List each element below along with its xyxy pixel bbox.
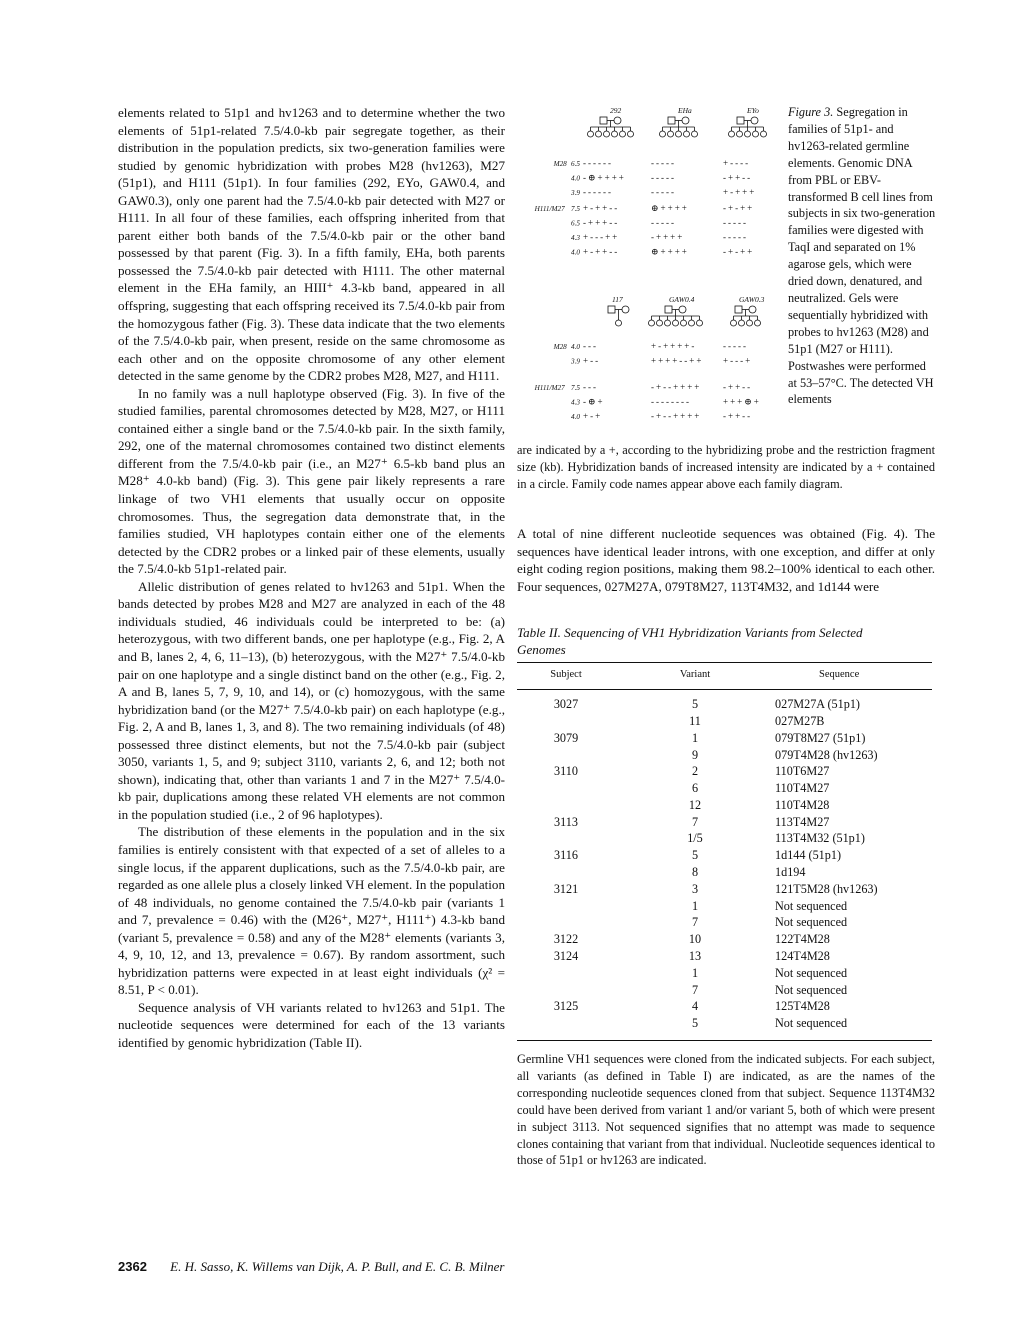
table-cell-subject: 3113 bbox=[554, 814, 578, 829]
band-pattern: +-- bbox=[583, 355, 601, 366]
band-pattern: -+--++++ bbox=[651, 411, 702, 421]
table-row bbox=[517, 763, 932, 780]
family-code-top: EYo bbox=[747, 106, 759, 115]
band-pattern: +---++ bbox=[583, 232, 620, 242]
table-cell-subject bbox=[517, 914, 615, 931]
pedigree-child bbox=[620, 131, 626, 137]
table-row bbox=[517, 847, 932, 864]
table-cell-sequence: 122T4M28 bbox=[775, 932, 830, 947]
fragment-size: 4.0 bbox=[571, 343, 580, 351]
figure-caption-text: Segregation in families of 51p1- and hv1263-related germline elements. Genomic DNA from PBL or EBV-transformed B cell lines from subjects in six two-generation families were digested with TaqI and separated on 1% agarose gels, which were dried down, denatured, and neutralized. Gels were sequentially hybridized with probes to hv1263 (M28) and 51p1 (M27 or H111). Postwashes were performed at 53–57°C. The detected VH elements bbox=[788, 105, 936, 407]
table-cell-sequence: Not sequenced bbox=[775, 1016, 848, 1031]
table-cell-sequence: 125T4M28 bbox=[775, 999, 830, 1014]
band-pattern: -------- bbox=[651, 396, 691, 407]
family-code-top: 292 bbox=[610, 106, 622, 115]
right-column bbox=[517, 104, 935, 1169]
table-cell-variant: 1/5 bbox=[687, 831, 703, 846]
band-pattern: -++-- bbox=[723, 172, 753, 183]
table-row bbox=[517, 797, 932, 814]
band-pattern: +-++-- bbox=[583, 203, 620, 213]
table-cell-variant: 1 bbox=[691, 965, 699, 980]
table-cell-variant: 5 bbox=[691, 848, 699, 863]
band-pattern: ----- bbox=[723, 217, 748, 228]
band-pattern: ------ bbox=[583, 158, 613, 168]
paragraph-2: In no family was a null haplotype observed (Fig. 3). In five of the studied families, parental chromosomes detected by M28, M27, or H111 contained either a single band or the 7.5/4.0-kb pair. In the sixth family, 292, one of the maternal chromosomes contained two distinct elements different from the 7.5/4.0-kb pair (i.e., an M27⁺ 6.5-kb band plus an M28⁺ 4.0-kb band) (Fig. 3). This gene pair likely represents a rare linkage of two VH1 elements that usually occur on opposite chromosomes. Thus, the segregation data demonstrate that, in the families studied, VH haplotypes contain either one of the elements detected by the CDR2 probes or a linked pair of these elements, usually the 7.5/4.0-kb 51p1-related pair. bbox=[118, 385, 505, 577]
table-cell-variant: 3 bbox=[691, 881, 699, 896]
table-row bbox=[517, 931, 932, 948]
table-cell-variant: 12 bbox=[688, 797, 702, 812]
table-cell-subject: 3121 bbox=[553, 881, 579, 896]
probe-label: H111/M27 bbox=[534, 205, 565, 213]
pedigree-mother bbox=[751, 117, 758, 124]
pedigree-child bbox=[731, 320, 737, 326]
pedigree-child bbox=[753, 131, 759, 137]
table-row bbox=[517, 1015, 932, 1040]
pedigree-mother bbox=[679, 306, 686, 313]
pedigree-child bbox=[616, 320, 622, 326]
table-cell-subject bbox=[517, 713, 615, 730]
probe-label: M28 bbox=[553, 160, 567, 168]
pedigree-figure bbox=[517, 104, 777, 442]
figure-caption-continued: are indicated by a +, according to the hybridizing probe and the restriction fragment size (kb). Hybridization bands of increased intensity are indicated by a + contained in a circle. Family code names appear above each family diagram. bbox=[517, 443, 935, 491]
figure-3 bbox=[517, 104, 935, 442]
fragment-size: 4.0 bbox=[571, 248, 580, 257]
fragment-size: 4.3 bbox=[571, 398, 580, 407]
table-cell-sequence: Not sequenced bbox=[775, 965, 848, 980]
table-cell-variant: 10 bbox=[688, 932, 702, 947]
table-cell-subject: 3122 bbox=[553, 932, 579, 947]
band-pattern: -+-++ bbox=[723, 203, 755, 213]
band-pattern: ⊕++++ bbox=[651, 246, 689, 257]
page-footer bbox=[118, 1259, 504, 1275]
table-cell-sequence: Not sequenced bbox=[775, 898, 848, 913]
table-row bbox=[517, 864, 932, 881]
table-cell-variant: 7 bbox=[691, 915, 699, 930]
table-cell-variant: 8 bbox=[691, 865, 699, 880]
table-cell-variant: 1 bbox=[691, 898, 699, 913]
fragment-size: 6.5 bbox=[571, 219, 580, 228]
band-pattern: -++-- bbox=[723, 382, 753, 392]
fragment-size: 4.3 bbox=[571, 234, 580, 242]
pedigree-child bbox=[588, 131, 594, 137]
pedigree-child bbox=[660, 131, 666, 137]
pedigree-child bbox=[755, 320, 761, 326]
band-pattern: -⊕+ bbox=[583, 396, 605, 407]
page-number: 2362 bbox=[118, 1259, 147, 1274]
band-pattern: +-++-- bbox=[583, 246, 620, 257]
table-cell-subject: 3124 bbox=[553, 949, 579, 964]
table-cell-variant: 6 bbox=[691, 781, 699, 796]
pedigree-child bbox=[745, 131, 751, 137]
table-cell-variant: 2 bbox=[691, 764, 699, 779]
pedigree-child bbox=[604, 131, 610, 137]
table-cell-variant: 5 bbox=[691, 697, 699, 712]
paragraph-1: elements related to 51p1 and hv1263 and to determine whether the two elements of 51p1-related 7.5/4.0-kb pair segregate together, as their distribution in the population predicts, six two-generation families were studied by genomic hybridization with probes M28 (hv1263), M27 (51p1), and H111 (51p1). In four families (292, EYo, GAW0.4, and GAW0.3), only one parent had the 7.5/4.0-kb pair detected with M27 or H111. In all four of these families, each offspring inherited from that parent either both bands of the 7.5/4.0-kb pair or the other band possessed by that parent (Fig. 3). In a fifth family, EHa, both parents possessed the 7.5/4.0-kb pair detected with H111. The other maternal element in the EHa family, an HIII⁺ 4.3-kb band, appeared in all offspring, suggesting that each offspring received its 7.5/4.0-kb pair from the homozygous father (Fig. 3). These data indicate that the two elements of the 7.5/4.0-kb pair, when present, reside on the same chromosome as each other and on the opposite chromosome of any other element detected in the same genome by the CDR2 probes M28, M27, and H111. bbox=[118, 105, 505, 384]
band-pattern: ----- bbox=[651, 158, 676, 168]
table-note: Germline VH1 sequences were cloned from the indicated subjects. For each subject, all variants (as defined in Table I) are indicated, as are the names of the corresponding nucleotide sequences cloned from that subject. Sequence 113T4M32 could have been derived from variant 1 and/or variant 5, both of which were present in subject 3113. Not sequenced signifies that no attempt was made to sequence clones containing that variant from that individual. Nucleotide sequences identical to those of 51p1 or hv1263 are indicated. bbox=[517, 1052, 935, 1168]
pedigree-mother bbox=[614, 117, 621, 124]
pedigree-child bbox=[681, 320, 687, 326]
table-header-subject: Subject bbox=[517, 663, 615, 690]
table-cell-subject bbox=[517, 747, 615, 764]
pedigree-father bbox=[665, 306, 672, 313]
table-cell-subject bbox=[517, 780, 615, 797]
table-row bbox=[517, 914, 932, 931]
probe-label: M28 bbox=[553, 343, 567, 351]
band-pattern: ----- bbox=[651, 187, 676, 197]
pedigree-mother bbox=[749, 306, 756, 313]
pedigree-child bbox=[729, 131, 735, 137]
table-cell-sequence: 113T4M32 (51p1) bbox=[775, 831, 865, 846]
table-cell-subject bbox=[517, 898, 615, 915]
table-cell-sequence: 113T4M27 bbox=[775, 814, 830, 829]
band-pattern: +-++++- bbox=[651, 341, 697, 351]
table-cell-subject: 3079 bbox=[553, 730, 579, 745]
pedigree-child bbox=[689, 320, 695, 326]
table-row bbox=[517, 881, 932, 898]
pedigree-child bbox=[747, 320, 753, 326]
pedigree-child bbox=[649, 320, 655, 326]
band-pattern: --- bbox=[583, 382, 598, 392]
band-pattern: -+++-- bbox=[583, 217, 620, 228]
table-row bbox=[517, 814, 932, 831]
fragment-size: 7.5 bbox=[571, 384, 580, 392]
table-cell-sequence: Not sequenced bbox=[775, 915, 848, 930]
band-pattern: +-+++ bbox=[723, 187, 757, 197]
figure-caption bbox=[788, 104, 936, 408]
table-cell-subject bbox=[517, 830, 615, 847]
table-cell-subject: 3110 bbox=[554, 764, 578, 779]
pedigree-father bbox=[600, 117, 607, 124]
table-row bbox=[517, 898, 932, 915]
table-row bbox=[517, 982, 932, 999]
table-cell-subject bbox=[517, 797, 615, 814]
fragment-size: 7.5 bbox=[571, 205, 580, 213]
family-code-bottom: 117 bbox=[612, 295, 623, 304]
fragment-size: 4.0 bbox=[571, 174, 580, 183]
table-cell-subject bbox=[517, 965, 615, 982]
band-pattern: +-+ bbox=[583, 411, 603, 421]
paragraph-3: Allelic distribution of genes related to hv1263 and 51p1. When the bands detected by probes M28 and M27 are analyzed in each of the 48 individuals studied, 46 individuals could be interpreted to be: (a) heterozygous, with two different bands, one per haplotype (e.g., Fig. 2, A and B, lanes 2, 4, 6, 11–13), (b) heterozygous, with the M27⁺ 7.5/4.0-kb pair on one haplotype and a single distinct band on the other (e.g., Fig. 2, A and B, lanes 5, 7, 9, 10, and 14), or (c) homozygous, with the same hybridization band (or the M27⁺ 7.5/4.0-kb pair) on each haplotype (e.g., Fig. 2, A and B, lanes 1, 3, and 8). The two remaining individuals (of 48) possessed three distinct elements, but not the 7.5/4.0-kb pair (subject 3050, variants 1, 5, and 9; subject 3110, variants 2, 6, and 12; both not shown), indicating that, other than variants 1 and 7 in the M27⁺ 7.5/4.0-kb pair, duplications among these related VH elements are not common in the population studied (i.e., 2 of 96 haplotypes). bbox=[118, 578, 505, 822]
table-cell-sequence: 079T8M27 (51p1) bbox=[775, 730, 866, 745]
band-pattern: ------ bbox=[583, 187, 613, 197]
paragraph-5: Sequence analysis of VH variants related to hv1263 and 51p1. The nucleotide sequences were determined for each of the 13 variants identified by genomic hybridization (Table II). bbox=[118, 999, 505, 1050]
band-pattern: -+-++ bbox=[723, 246, 755, 257]
band-pattern: ----- bbox=[723, 232, 748, 242]
fragment-size: 6.5 bbox=[571, 160, 580, 168]
table-row bbox=[517, 730, 932, 747]
table-cell-sequence: 027M27B bbox=[775, 713, 825, 728]
paragraph-4: The distribution of these elements in the population and in the six families is entirely consistent with that expected of a set of alleles to a single locus, if the apparent duplications, such as the 7.5/4.0-kb pair, are regarded as one allele plus a closely linked VH element. In the population of 48 individuals, no genome contained the 7.5/4.0-kb pair (variants 1 and 7, prevalence = 0.46) with the (M26⁺, M27⁺, H111⁺) 4.3-kb band (variant 5, prevalence = 0.58) and any of the M28⁺ elements (variants 3, 4, 9, 10, 12, and 13, prevalence = 0.67). By random assortment, such hybridization patterns were expected in at least eight individuals (χ² = 8.51, P < 0.01). bbox=[118, 824, 505, 998]
table-row bbox=[517, 780, 932, 797]
pedigree-child bbox=[628, 131, 634, 137]
pedigree-child bbox=[692, 131, 698, 137]
table-row bbox=[517, 713, 932, 730]
table-cell-subject: 3027 bbox=[553, 697, 579, 712]
sequence-table bbox=[517, 662, 932, 1041]
table-cell-sequence: Not sequenced bbox=[775, 982, 848, 997]
table-cell-sequence: 110T6M27 bbox=[775, 764, 830, 779]
table-header-sequence: Sequence bbox=[775, 663, 932, 690]
table-cell-variant: 7 bbox=[691, 814, 699, 829]
family-code-top: EHa bbox=[678, 106, 692, 115]
table-row bbox=[517, 948, 932, 965]
band-pattern: -++++ bbox=[651, 232, 685, 242]
left-column bbox=[118, 104, 505, 1052]
table-cell-subject: 3125 bbox=[553, 999, 579, 1014]
table-cell-variant: 11 bbox=[689, 713, 701, 728]
pedigree-child bbox=[596, 131, 602, 137]
figure-label: Figure 3. bbox=[788, 105, 834, 119]
pedigree-father bbox=[737, 117, 744, 124]
pedigree-child bbox=[657, 320, 663, 326]
band-pattern: +---+ bbox=[723, 355, 753, 366]
table-cell-sequence: 1d144 (51p1) bbox=[775, 848, 842, 863]
band-pattern: +++⊕+ bbox=[723, 396, 761, 407]
table-cell-variant: 9 bbox=[691, 747, 699, 762]
band-pattern: +---- bbox=[723, 158, 751, 168]
pedigree-child bbox=[673, 320, 679, 326]
pedigree-father bbox=[668, 117, 675, 124]
band-pattern: -+--++++ bbox=[651, 382, 702, 392]
probe-label: H111/M27 bbox=[534, 384, 565, 392]
table-row bbox=[517, 747, 932, 764]
table-row bbox=[517, 690, 932, 713]
band-pattern: ----- bbox=[651, 172, 676, 183]
table-cell-subject bbox=[517, 1015, 615, 1040]
fragment-size: 4.0 bbox=[571, 413, 580, 421]
family-code-bottom: GAW0.3 bbox=[739, 295, 765, 304]
table-cell-sequence: 079T4M28 (hv1263) bbox=[775, 747, 878, 762]
footer-authors: E. H. Sasso, K. Willems van Dijk, A. P. Bull, and E. C. B. Milner bbox=[170, 1259, 505, 1274]
table-cell-sequence: 027M27A (51p1) bbox=[775, 697, 860, 712]
fragment-size: 3.9 bbox=[571, 357, 580, 366]
table-title: Table II. Sequencing of VH1 Hybridization Variants from Selected Genomes bbox=[517, 624, 863, 658]
table-cell-variant: 7 bbox=[691, 982, 699, 997]
table-cell-subject: 3116 bbox=[554, 848, 578, 863]
band-pattern: ----- bbox=[651, 217, 676, 228]
table-cell-sequence: 1d194 bbox=[775, 865, 806, 880]
band-pattern: -++-- bbox=[723, 411, 753, 421]
pedigree-child bbox=[697, 320, 703, 326]
family-code-bottom: GAW0.4 bbox=[669, 295, 695, 304]
pedigree-child bbox=[739, 320, 745, 326]
right-body-text: A total of nine different nucleotide sequences was obtained (Fig. 4). The sequences have identical leader introns, with one exception, and differ at only eight coding region positions, making them 98.2–100% identical to each other. Four sequences, 027M27A, 079T8M27, 113T4M32, and 1d144 were bbox=[517, 525, 935, 595]
table-row bbox=[517, 830, 932, 847]
table-row bbox=[517, 998, 932, 1015]
table-cell-variant: 13 bbox=[688, 949, 702, 964]
table-cell-subject bbox=[517, 982, 615, 999]
table-header-variant: Variant bbox=[615, 663, 775, 690]
pedigree-child bbox=[665, 320, 671, 326]
band-pattern: -⊕++++ bbox=[583, 172, 626, 183]
fragment-size: 3.9 bbox=[571, 189, 580, 197]
table-cell-sequence: 124T4M28 bbox=[775, 949, 830, 964]
table-cell-sequence: 121T5M28 (hv1263) bbox=[775, 881, 878, 896]
pedigree-child bbox=[668, 131, 674, 137]
pedigree-child bbox=[684, 131, 690, 137]
band-pattern: ⊕++++ bbox=[651, 203, 689, 213]
pedigree-father bbox=[608, 306, 615, 313]
pedigree-mother bbox=[622, 306, 629, 313]
table-cell-variant: 5 bbox=[691, 1016, 699, 1031]
band-pattern: ----- bbox=[723, 341, 748, 351]
pedigree-child bbox=[737, 131, 743, 137]
table-cell-sequence: 110T4M27 bbox=[775, 781, 830, 796]
table-cell-subject bbox=[517, 864, 615, 881]
pedigree-father bbox=[735, 306, 742, 313]
pedigree-child bbox=[761, 131, 767, 137]
table-cell-variant: 4 bbox=[691, 999, 699, 1014]
pedigree-child bbox=[676, 131, 682, 137]
band-pattern: --- bbox=[583, 341, 598, 351]
table-cell-sequence: 110T4M28 bbox=[775, 797, 830, 812]
table-cell-variant: 1 bbox=[691, 730, 699, 745]
table-row bbox=[517, 965, 932, 982]
pedigree-child bbox=[612, 131, 618, 137]
pedigree-mother bbox=[682, 117, 689, 124]
band-pattern: ++++--++ bbox=[651, 355, 704, 366]
